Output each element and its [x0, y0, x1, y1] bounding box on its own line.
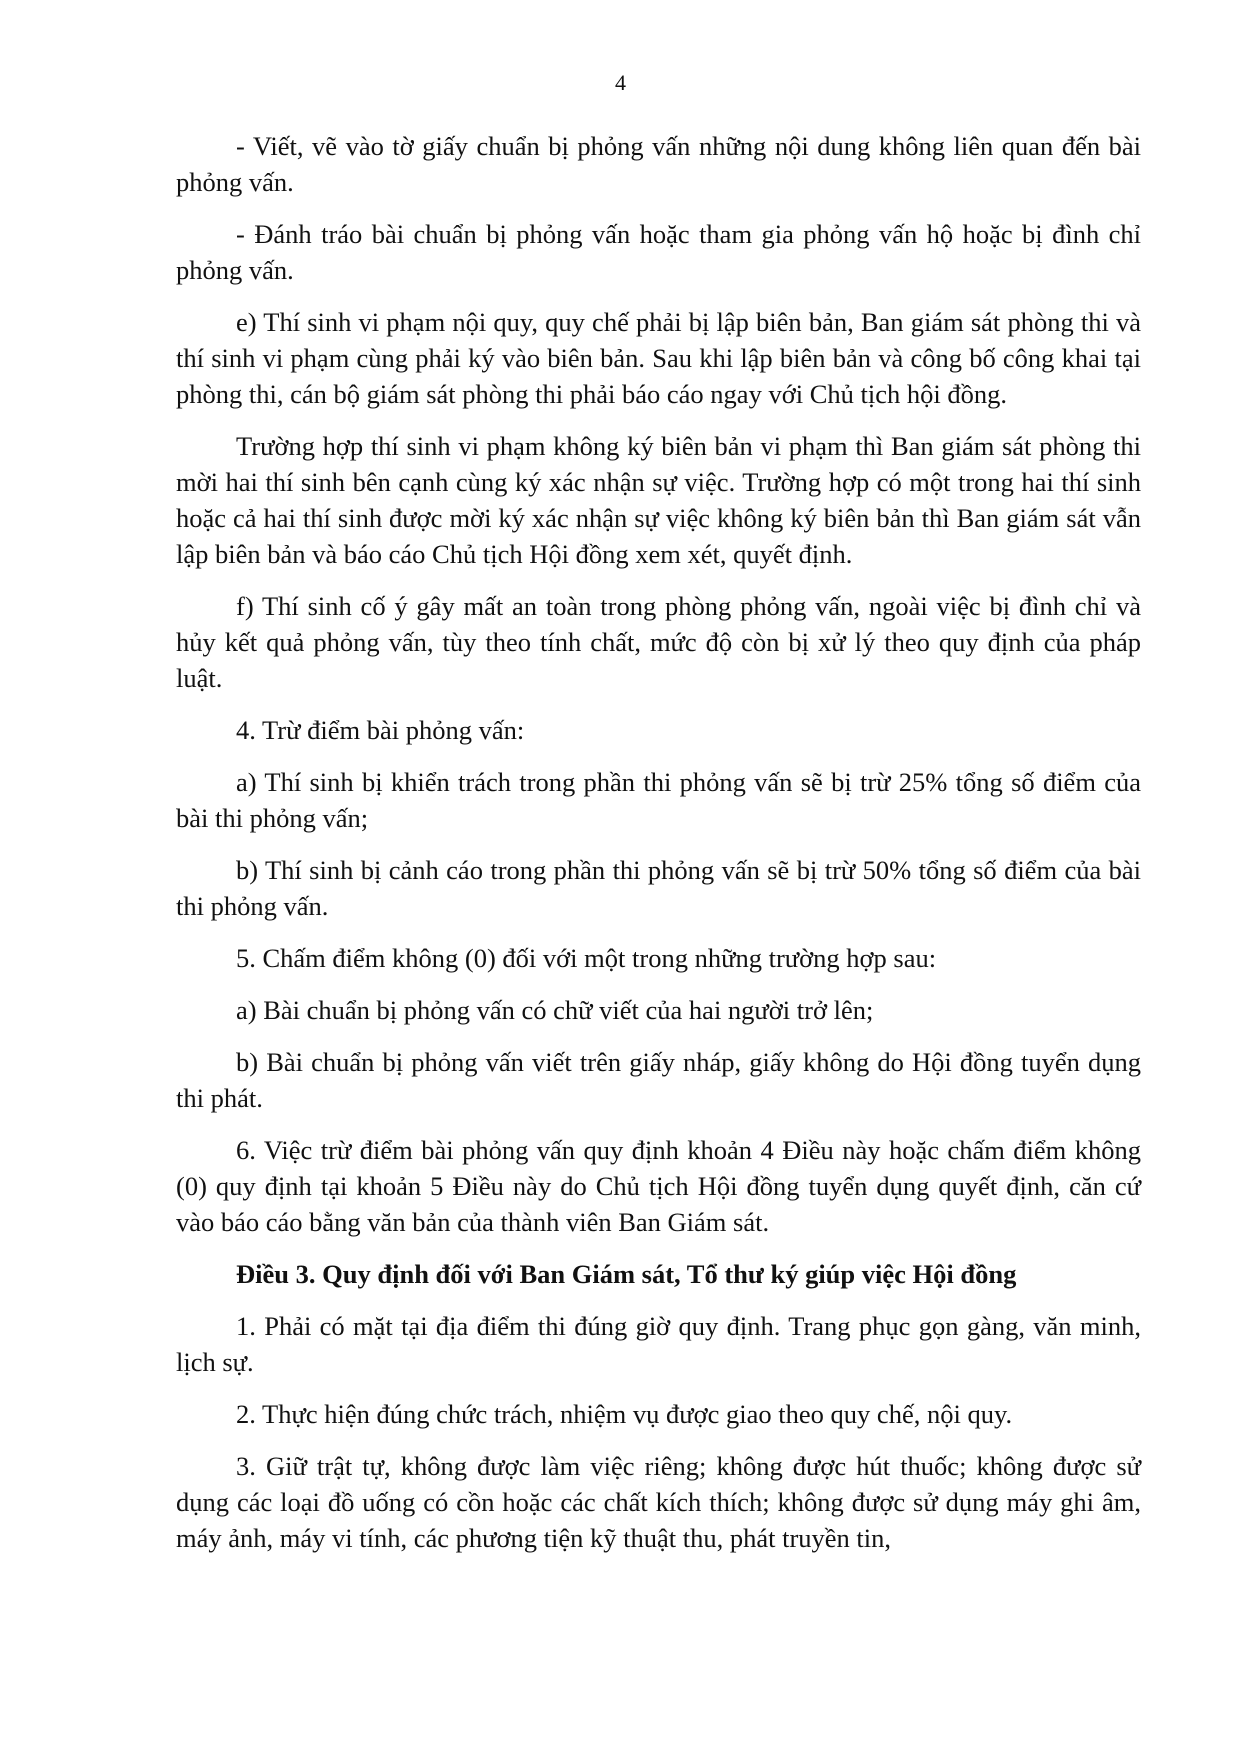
paragraph: b) Bài chuẩn bị phỏng vấn viết trên giấy nháp, giấy không do Hội đồng tuyển dụng thi phát.: [176, 1047, 1141, 1113]
page-number: 4: [615, 70, 626, 95]
document-body: [176, 128, 1141, 1572]
paragraph: 1. Phải có mặt tại địa điểm thi đúng giờ quy định. Trang phục gọn gàng, văn minh, lịch sự.: [176, 1311, 1141, 1377]
paragraph: b) Thí sinh bị cảnh cáo trong phần thi phỏng vấn sẽ bị trừ 50% tổng số điểm của bài thi phỏng vấn.: [176, 855, 1141, 921]
paragraph: 2. Thực hiện đúng chức trách, nhiệm vụ được giao theo quy chế, nội quy.: [236, 1399, 1013, 1429]
paragraph: - Đánh tráo bài chuẩn bị phỏng vấn hoặc tham gia phỏng vấn hộ hoặc bị đình chỉ phỏng vấn.: [176, 219, 1141, 285]
paragraph: a) Thí sinh bị khiển trách trong phần thi phỏng vấn sẽ bị trừ 25% tổng số điểm của bài thi phỏng vấn;: [176, 767, 1141, 833]
section-heading: Điều 3. Quy định đối với Ban Giám sát, Tổ thư ký giúp việc Hội đồng: [236, 1259, 1017, 1289]
paragraph: 5. Chấm điểm không (0) đối với một trong những trường hợp sau:: [236, 943, 937, 973]
paragraph: f) Thí sinh cố ý gây mất an toàn trong phòng phỏng vấn, ngoài việc bị đình chỉ và hủy kết quả phỏng vấn, tùy theo tính chất, mức độ còn bị xử lý theo quy định của pháp luật.: [176, 591, 1141, 693]
paragraph: 6. Việc trừ điểm bài phỏng vấn quy định khoản 4 Điều này hoặc chấm điểm không (0) quy định tại khoản 5 Điều này do Chủ tịch Hội đồng tuyển dụng quyết định, căn cứ vào báo cáo bằng văn bản của thành viên Ban Giám sát.: [176, 1135, 1141, 1237]
paragraph: a) Bài chuẩn bị phỏng vấn có chữ viết của hai người trở lên;: [236, 995, 874, 1025]
paragraph: Trường hợp thí sinh vi phạm không ký biên bản vi phạm thì Ban giám sát phòng thi mời hai thí sinh bên cạnh cùng ký xác nhận sự việc. Trường hợp có một trong hai thí sinh hoặc cả hai thí sinh được mời ký xác nhận sự việc không ký biên bản thì Ban giám sát vẫn lập biên bản và báo cáo Chủ tịch Hội đồng xem xét, quyết định.: [176, 431, 1141, 569]
paragraph: e) Thí sinh vi phạm nội quy, quy chế phải bị lập biên bản, Ban giám sát phòng thi và thí sinh vi phạm cùng phải ký vào biên bản. Sau khi lập biên bản và công bố công khai tại phòng thi, cán bộ giám sát phòng thi phải báo cáo ngay với Chủ tịch hội đồng.: [176, 307, 1141, 409]
paragraph: 3. Giữ trật tự, không được làm việc riêng; không được hút thuốc; không được sử dụng các loại đồ uống có cồn hoặc các chất kích thích; không được sử dụng máy ghi âm, máy ảnh, máy vi tính, các phương tiện kỹ thuật thu, phát truyền tin,: [176, 1451, 1141, 1553]
paragraph: - Viết, vẽ vào tờ giấy chuẩn bị phỏng vấn những nội dung không liên quan đến bài phỏng vấn.: [176, 131, 1141, 197]
paragraph: 4. Trừ điểm bài phỏng vấn:: [236, 715, 525, 745]
